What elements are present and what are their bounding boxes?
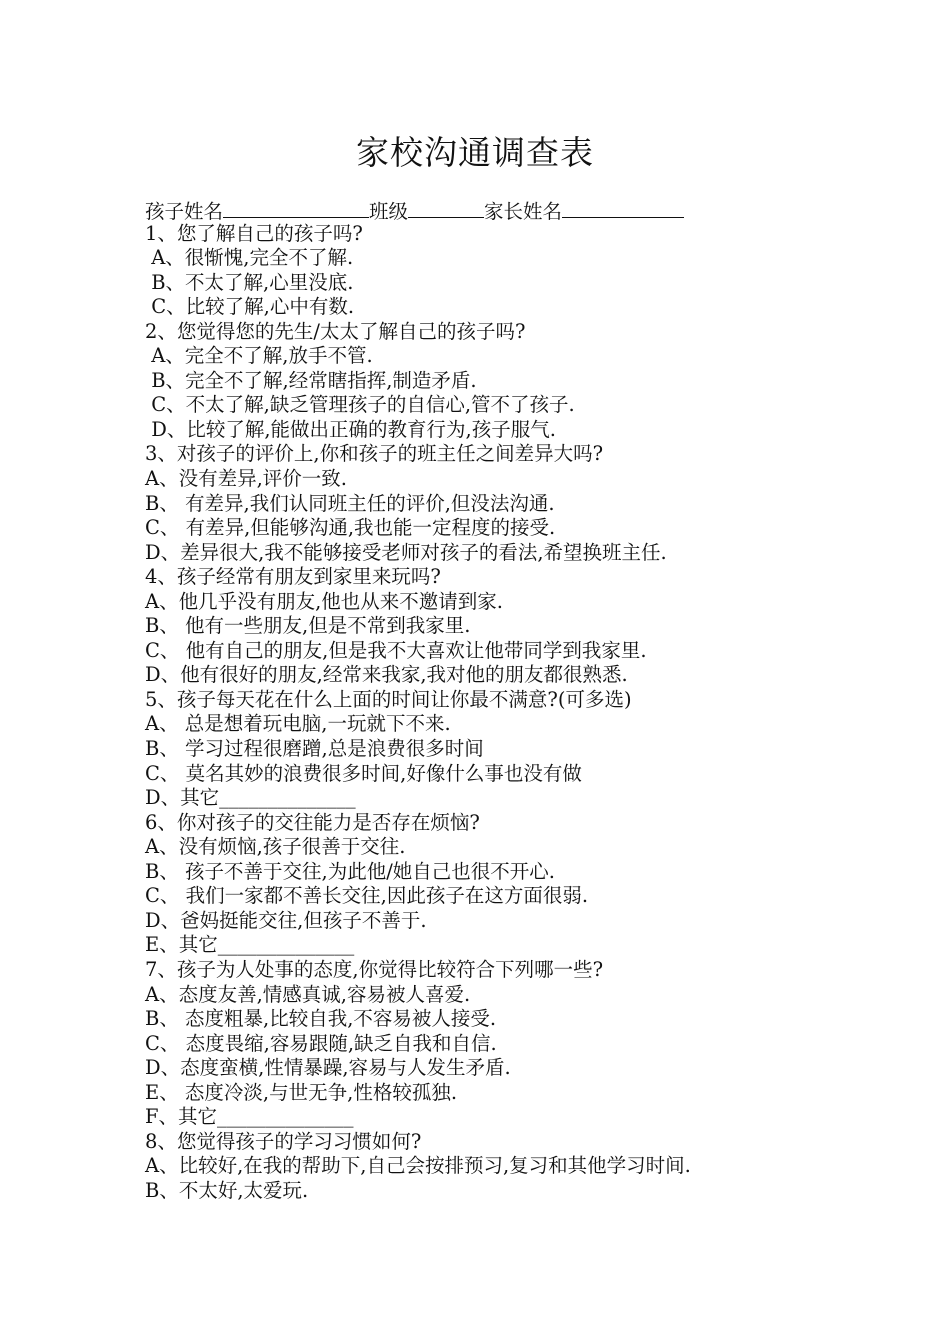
option-line[interactable]: A、比较好,在我的帮助下,自己会按排预习,复习和其他学习时间.	[145, 1154, 691, 1178]
option-line[interactable]: B、 学习过程很磨蹭,总是浪费很多时间	[145, 737, 484, 761]
question-line: 4、孩子经常有朋友到家里来玩吗?	[145, 565, 441, 589]
survey-lines	[145, 222, 905, 1204]
option-line[interactable]: B、不太了解,心里没底.	[145, 270, 354, 294]
option-line[interactable]: C、不太了解,缺乏管理孩子的自信心,管不了孩子.	[145, 393, 575, 417]
option-line[interactable]: B、不太好,太爱玩.	[145, 1178, 309, 1202]
class-blank[interactable]	[408, 197, 484, 218]
option-line[interactable]: A、完全不了解,放手不管.	[145, 344, 373, 368]
child-name-blank[interactable]	[223, 197, 369, 218]
option-line[interactable]: B、 他有一些朋友,但是不常到我家里.	[145, 614, 471, 638]
option-line[interactable]: C、 有差异,但能够沟通,我也能一定程度的接受.	[145, 516, 556, 540]
option-line[interactable]: D、爸妈挺能交往,但孩子不善于.	[145, 908, 427, 932]
class-label: 班级	[369, 200, 409, 223]
option-line[interactable]: B、 态度粗暴,比较自我,不容易被人接受.	[145, 1007, 497, 1031]
option-line[interactable]: D、差异很大,我不能够接受老师对孩子的看法,希望换班主任.	[145, 540, 667, 564]
option-line[interactable]: C、 他有自己的朋友,但是我不大喜欢让他带同学到我家里.	[145, 638, 647, 662]
option-line[interactable]: B、 有差异,我们认同班主任的评价,但没法沟通.	[145, 491, 555, 515]
child-name-label: 孩子姓名	[145, 200, 224, 223]
option-line[interactable]: C、比较了解,心中有数.	[145, 295, 355, 319]
option-line[interactable]: D、其它______________	[145, 786, 356, 810]
option-line[interactable]: C、 我们一家都不善长交往,因此孩子在这方面很弱.	[145, 884, 589, 908]
option-line[interactable]: C、 态度畏缩,容易跟随,缺乏自我和自信.	[145, 1031, 497, 1055]
option-line[interactable]: B、 孩子不善于交往,为此他/她自己也很不开心.	[145, 859, 555, 883]
option-line[interactable]: D、态度蛮横,性情暴躁,容易与人发生矛盾.	[145, 1056, 511, 1080]
option-line[interactable]: F、其它______________	[145, 1105, 354, 1129]
survey-body	[145, 197, 905, 1203]
question-line: 6、你对孩子的交往能力是否存在烦恼?	[145, 810, 480, 834]
option-line[interactable]: A、他几乎没有朋友,他也从来不邀请到家.	[145, 589, 503, 613]
question-line: 2、您觉得您的先生/太太了解自己的孩子吗?	[145, 319, 526, 343]
page-title: 家校沟通调查表	[356, 133, 594, 172]
option-line[interactable]: A、没有烦恼,孩子很善于交往.	[145, 835, 406, 859]
option-line[interactable]: A、 总是想着玩电脑,一玩就下不来.	[145, 712, 451, 736]
option-line[interactable]: C、 莫名其妙的浪费很多时间,好像什么事也没有做	[145, 761, 582, 785]
option-line[interactable]: D、他有很好的朋友,经常来我家,我对他的朋友都很熟悉.	[145, 663, 628, 687]
option-line[interactable]: A、没有差异,评价一致.	[145, 467, 347, 491]
question-line: 3、对孩子的评价上,你和孩子的班主任之间差异大吗?	[145, 442, 604, 466]
parent-name-blank[interactable]	[562, 197, 684, 218]
question-line: 1、您了解自己的孩子吗?	[145, 221, 363, 245]
question-line: 5、孩子每天花在什么上面的时间让你最不满意?(可多选)	[145, 687, 632, 711]
question-line: 8、您觉得孩子的学习习惯如何?	[145, 1129, 422, 1153]
option-line[interactable]: A、很惭愧,完全不了解.	[145, 246, 354, 270]
parent-name-label: 家长姓名	[484, 200, 563, 223]
header-fields-row	[145, 197, 905, 222]
option-line[interactable]: E、 态度冷淡,与世无争,性格较孤独.	[145, 1080, 458, 1104]
option-line[interactable]: B、完全不了解,经常瞎指挥,制造矛盾.	[145, 368, 477, 392]
option-line[interactable]: A、态度友善,情感真诚,容易被人喜爱.	[145, 982, 471, 1006]
question-line: 7、孩子为人处事的态度,你觉得比较符合下列哪一些?	[145, 957, 604, 981]
option-line[interactable]: D、比较了解,能做出正确的教育行为,孩子服气.	[145, 417, 556, 441]
option-line[interactable]: E、其它______________	[145, 933, 355, 957]
